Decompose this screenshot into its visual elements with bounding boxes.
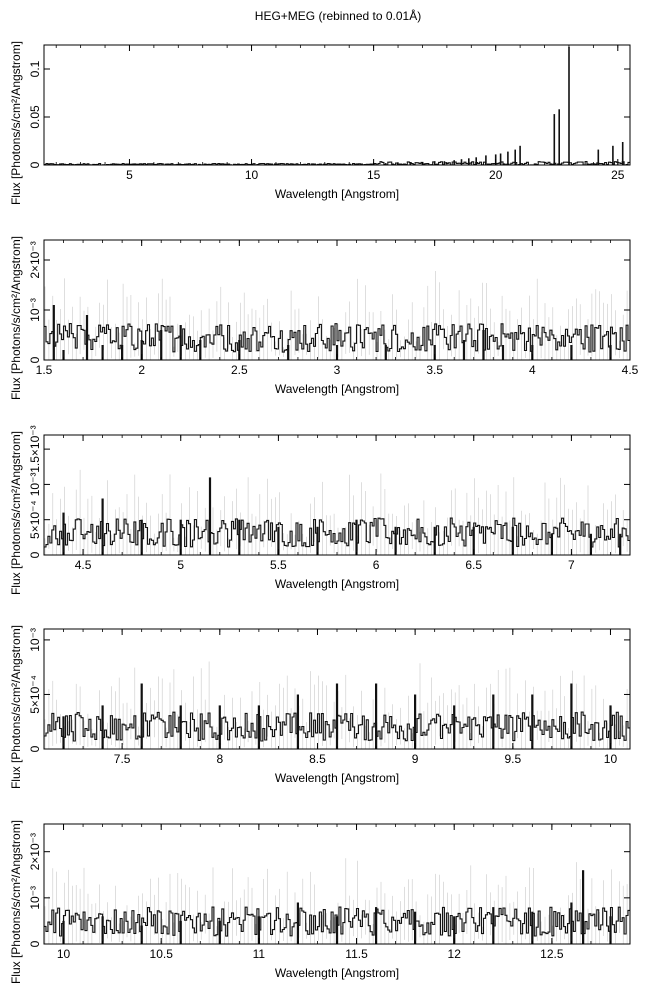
y-axis-label: Flux [Photons/s/cm²/Angstrom] <box>9 235 23 401</box>
y-axis-label: Flux [Photons/s/cm²/Angstrom] <box>9 819 23 985</box>
data-mark <box>53 305 55 360</box>
data-mark <box>180 921 182 944</box>
y-tick-label: 2×10⁻³ <box>28 241 42 279</box>
panel-5 <box>9 820 630 984</box>
data-mark <box>609 705 611 749</box>
data-mark <box>444 161 446 165</box>
data-mark <box>434 161 436 165</box>
data-mark <box>219 921 221 944</box>
data-mark <box>102 705 104 749</box>
x-axis-label: Wavelength [Angstrom] <box>274 382 400 396</box>
data-mark <box>141 684 143 750</box>
figure-title: HEG+MEG (rebinned to 0.01Å) <box>254 9 422 23</box>
x-tick-label: 8.5 <box>309 752 326 766</box>
x-tick-label: 1.5 <box>35 363 53 377</box>
data-mark <box>570 903 572 945</box>
spectrum-trace <box>44 518 630 547</box>
x-tick-label: 4.5 <box>621 363 639 377</box>
data-mark <box>297 695 299 750</box>
x-tick-label: 11 <box>252 947 266 961</box>
data-mark <box>62 513 64 555</box>
data-mark <box>180 705 182 749</box>
y-tick-label: 1.5×10⁻³ <box>28 425 42 473</box>
x-tick-label: 4 <box>528 363 536 377</box>
data-mark <box>514 150 516 165</box>
data-mark <box>551 534 553 555</box>
data-mark <box>492 907 494 944</box>
data-mark <box>219 705 221 749</box>
y-axis-label: Flux [Photons/s/cm²/Angstrom] <box>9 40 23 206</box>
y-tick-label: 0 <box>28 940 42 948</box>
data-mark <box>160 330 162 360</box>
data-mark <box>461 159 463 165</box>
panel-4 <box>9 625 630 789</box>
data-mark <box>316 527 318 555</box>
x-tick-label: 9 <box>411 752 419 766</box>
x-tick-label: 12.5 <box>540 947 564 961</box>
data-mark <box>463 340 465 360</box>
data-mark <box>395 527 397 555</box>
data-mark <box>414 912 416 944</box>
data-mark <box>141 520 143 555</box>
data-mark <box>375 907 377 944</box>
data-mark <box>502 345 504 360</box>
data-mark <box>609 916 611 944</box>
x-axis-label: Wavelength [Angstrom] <box>274 187 400 201</box>
data-mark <box>102 916 104 944</box>
data-mark <box>453 160 455 165</box>
data-mark <box>554 114 556 165</box>
data-mark <box>512 527 514 555</box>
x-tick-label: 7 <box>568 558 575 572</box>
y-tick-label: 0 <box>28 745 42 753</box>
panel-2 <box>9 236 639 400</box>
x-tick-label: 6.5 <box>465 558 483 572</box>
plot-frame <box>44 45 630 165</box>
y-tick-label: 5×10⁻⁴ <box>28 500 42 539</box>
x-tick-label: 2 <box>138 363 146 377</box>
data-mark <box>434 527 436 555</box>
x-tick-label: 10.5 <box>149 947 173 961</box>
data-mark <box>568 47 570 165</box>
x-tick-label: 3.5 <box>426 363 444 377</box>
x-tick-label: 25 <box>611 168 625 182</box>
x-tick-label: 9.5 <box>504 752 522 766</box>
data-mark <box>482 330 484 360</box>
data-mark <box>414 695 416 750</box>
y-tick-label: 5×10⁻⁴ <box>28 675 42 714</box>
x-tick-label: 7.5 <box>113 752 131 766</box>
y-tick-label: 0 <box>28 161 42 169</box>
spectrum-trace <box>44 162 630 165</box>
y-axis-label: Flux [Photons/s/cm²/Angstrom] <box>9 624 23 790</box>
x-axis-label: Wavelength [Angstrom] <box>274 771 400 785</box>
x-tick-label: 20 <box>489 168 503 182</box>
x-tick-label: 15 <box>366 168 381 182</box>
data-mark <box>297 903 299 945</box>
data-mark <box>485 155 487 165</box>
data-mark <box>375 684 377 750</box>
y-tick-label: 0.1 <box>28 60 42 78</box>
y-tick-label: 2×10⁻³ <box>28 833 42 871</box>
x-tick-label: 5 <box>126 168 133 182</box>
x-tick-label: 11.5 <box>345 947 368 961</box>
x-tick-label: 5 <box>177 558 185 572</box>
y-tick-label: 0 <box>28 551 42 559</box>
data-mark <box>258 705 260 749</box>
x-tick-label: 8 <box>216 752 224 766</box>
data-mark <box>475 157 477 165</box>
y-tick-label: 0 <box>28 356 42 364</box>
data-mark <box>102 499 104 556</box>
data-mark <box>336 684 338 750</box>
x-tick-label: 5.5 <box>270 558 287 572</box>
data-mark <box>468 158 470 165</box>
x-tick-label: 10 <box>56 947 71 961</box>
x-tick-label: 6 <box>372 558 380 572</box>
y-tick-label: 10⁻³ <box>28 885 42 910</box>
data-mark <box>209 477 211 555</box>
data-mark <box>287 345 289 360</box>
x-axis-label: Wavelength [Angstrom] <box>274 966 400 980</box>
x-tick-label: 2.5 <box>230 363 248 377</box>
y-axis-label: Flux [Photons/s/cm²/Angstrom] <box>9 430 23 596</box>
y-tick-label: 0.05 <box>28 105 42 129</box>
y-tick-label: 10⁻³ <box>28 298 42 322</box>
panel-3 <box>9 425 630 595</box>
data-mark <box>62 716 64 749</box>
y-tick-label: 10⁻³ <box>28 628 42 652</box>
data-mark <box>180 325 182 360</box>
data-mark <box>385 345 387 360</box>
data-mark <box>598 150 600 165</box>
x-tick-label: 12 <box>447 947 461 961</box>
data-mark <box>453 705 455 749</box>
data-mark <box>582 870 584 944</box>
data-mark <box>558 109 560 165</box>
data-mark <box>355 520 357 555</box>
data-mark <box>86 315 88 360</box>
data-mark <box>492 695 494 750</box>
data-mark <box>500 154 502 166</box>
data-mark <box>619 534 621 555</box>
data-mark <box>622 142 624 165</box>
data-mark <box>531 695 533 750</box>
panel-1 <box>9 41 630 205</box>
data-mark <box>590 534 592 555</box>
data-mark <box>570 684 572 750</box>
x-tick-label: 3 <box>333 363 341 377</box>
y-tick-label: 10⁻³ <box>28 472 42 497</box>
data-mark <box>336 916 338 944</box>
x-tick-label: 10 <box>244 168 259 182</box>
x-tick-label: 10 <box>603 752 618 766</box>
x-axis-label: Wavelength [Angstrom] <box>274 577 400 591</box>
data-mark <box>531 912 533 944</box>
data-mark <box>238 520 240 555</box>
x-tick-label: 4.5 <box>74 558 92 572</box>
data-mark <box>507 152 509 165</box>
data-mark <box>612 146 614 165</box>
